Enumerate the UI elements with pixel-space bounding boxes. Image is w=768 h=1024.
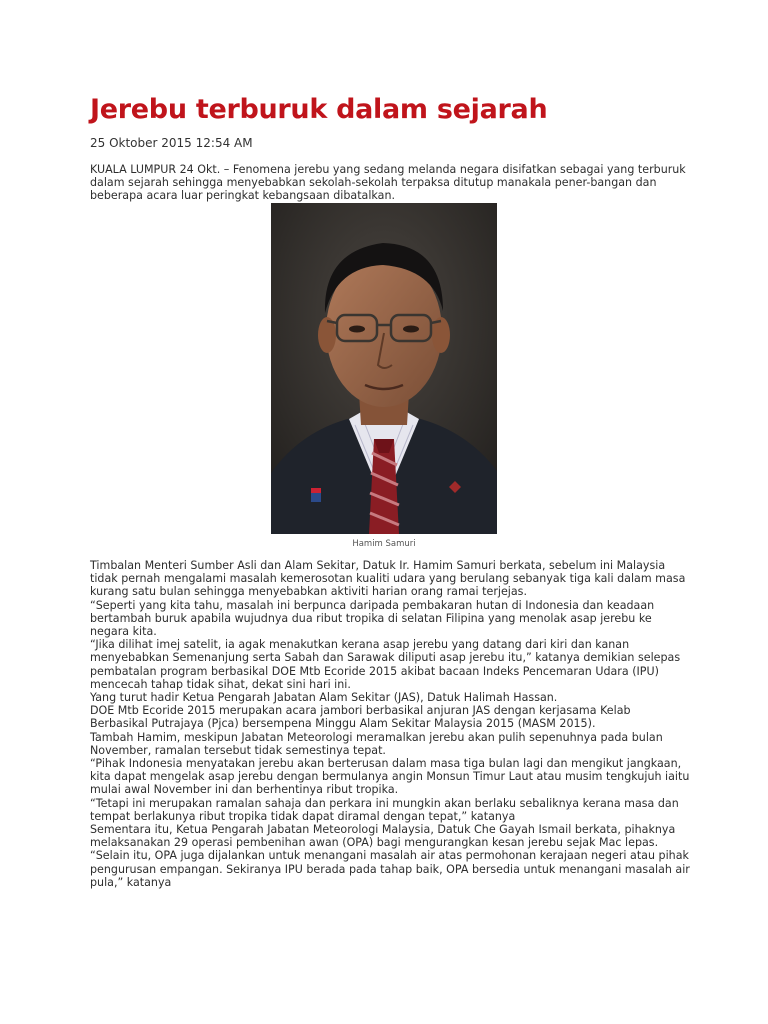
body-paragraph: Tambah Hamim, meskipun Jabatan Meteorologi meramalkan jerebu akan pulih sepenuhnya pada bulan November, ramalan tersebut tidak semestinya tepat. xyxy=(90,730,663,757)
body-paragraph: “Selain itu, OPA juga dijalankan untuk menangani masalah air atas permohonan kerajaan negeri atau pihak pengurusan empangan. Sekiranya IPU berada pada tahap baik, OPA bersedia untuk menangani masalah air pula,” katanya xyxy=(90,849,690,889)
article-date: 25 Oktober 2015 12:54 AM xyxy=(90,136,253,150)
portrait-image xyxy=(271,203,497,534)
body-paragraph: Timbalan Menteri Sumber Asli dan Alam Sekitar, Datuk Ir. Hamim Samuri berkata, sebelum ini Malaysia tidak pernah mengalami masalah kemerosotan kualiti udara yang berulang sebanyak tiga kali dalam masa kurang satu bulan sehingga menyebabkan aktiviti harian orang ramai terjejas. xyxy=(90,559,686,599)
body-paragraph: Sementara itu, Ketua Pengarah Jabatan Meteorologi Malaysia, Datuk Che Gayah Ismail berkata, pihaknya melaksanakan 29 operasi pembenihan awan (OPA) bagi mengurangkan kesan jerebu sejak Mac lepas. xyxy=(90,823,676,850)
photo-caption: Hamim Samuri xyxy=(352,539,416,549)
body-paragraph: “Jika dilihat imej satelit, ia agak menakutkan kerana asap jerebu yang datang dari kiri dan kanan menyebabkan Semenanjung serta Sabah dan Sarawak diliputi asap jerebu itu,” katanya demikian selepas pembatalan program berbasikal DOE Mtb Ecoride 2015 akibat bacaan Indeks Pencemaran Udara (IPU) mencecah tahap tidak sihat, dekat sini hari ini. xyxy=(90,638,681,691)
body-paragraph: DOE Mtb Ecoride 2015 merupakan acara jambori berbasikal anjuran JAS dengan kerjasama Kelab Berbasikal Putrajaya (Pjca) bersempena Minggu Alam Sekitar Malaysia 2015 (MASM 2015). xyxy=(90,704,631,731)
body-paragraph: Yang turut hadir Ketua Pengarah Jabatan Alam Sekitar (JAS), Datuk Halimah Hassan. xyxy=(90,691,558,705)
lead-paragraph: KUALA LUMPUR 24 Okt. – Fenomena jerebu yang sedang melanda negara disifatkan sebagai yang terburuk dalam sejarah sehingga menyebabkan sekolah-sekolah terpaksa ditutup manakala pener-bangan dan beberapa acara luar peringkat kebangsaan dibatalkan. xyxy=(90,163,686,203)
body-paragraph: “Pihak Indonesia menyatakan jerebu akan berterusan dalam masa tiga bulan lagi dan mengikut jangkaan, kita dapat mengelak asap jerebu dengan bermulanya angin Monsun Timur Laut atau musim tengkujuh iaitu mulai awal November ini dan berhentinya ribut tropika. xyxy=(90,757,690,797)
article-lead xyxy=(90,163,690,203)
article-body xyxy=(90,559,690,889)
body-paragraph: “Tetapi ini merupakan ramalan sahaja dan perkara ini mungkin akan berlaku sebaliknya kerana masa dan tempat berlakunya ribut tropika tidak dapat diramal dengan tepat,” katanya xyxy=(90,796,679,823)
article-title: Jerebu terburuk dalam sejarah xyxy=(90,94,548,125)
portrait-photo xyxy=(271,203,497,534)
body-paragraph: “Seperti yang kita tahu, masalah ini berpunca daripada pembakaran hutan di Indonesia dan keadaan bertambah buruk apabila wujudnya dua ribut tropika di selatan Filipina yang menolak asap jerebu ke negara kita. xyxy=(90,598,655,639)
